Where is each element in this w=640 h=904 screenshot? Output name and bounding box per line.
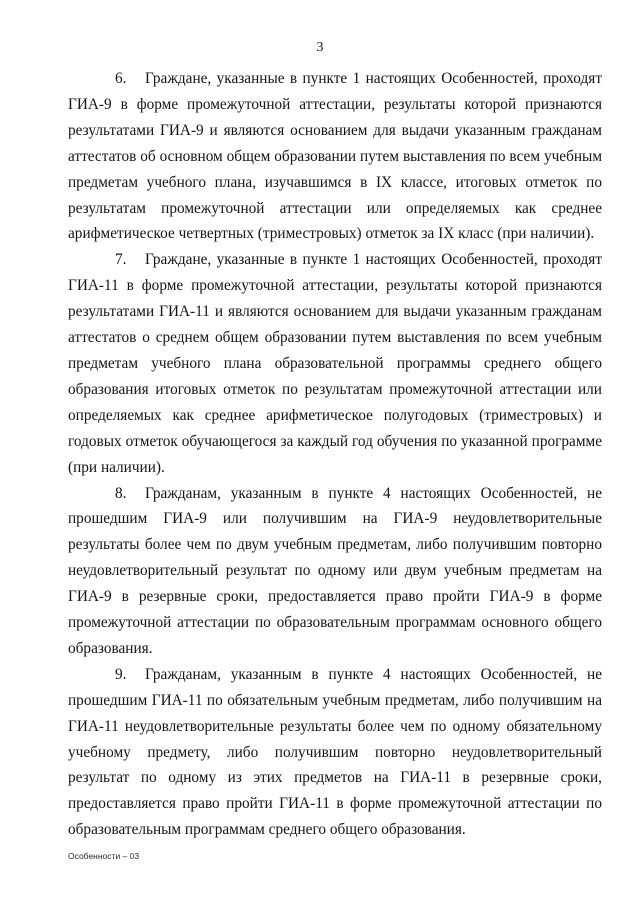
document-body (68, 66, 602, 843)
page-number: 3 (316, 40, 324, 55)
footer-label: Особенности – 03 (68, 851, 140, 861)
paragraph-8 (68, 481, 602, 662)
paragraph-7 (68, 247, 602, 480)
paragraph-9 (68, 662, 602, 843)
paragraph-text: Гражданам, указанным в пункте 4 настоящих Особенностей, не прошедшим ГИА-9 или получившим на ГИА-9 неудовлетворительные результаты более чем по двум учебным предметам, либо получившим повторно неудовлетворительный результат по одному или двум учебным предметам на ГИА-9 в резервные сроки, предоставляется право пройти ГИА-9 в форме промежуточной аттестации по образовательным программам основного общего образования. (68, 484, 602, 657)
paragraph-number: 8. (115, 484, 127, 502)
paragraph-6 (68, 66, 602, 247)
paragraph-text: Гражданам, указанным в пункте 4 настоящих Особенностей, не прошедшим ГИА-11 по обязательным учебным предметам, либо получившим на ГИА-11 неудовлетворительные результаты более чем по одному обязательному учебному предмету, либо получившим повторно неудовлетворительный результат по одному из этих предметов на ГИА-11 в резервные сроки, предоставляется право пройти ГИА-11 в форме промежуточной аттестации по образовательным программам среднего общего образования. (68, 665, 602, 839)
paragraph-text: Граждане, указанные в пункте 1 настоящих Особенностей, проходят ГИА-11 в форме промежуточной аттестации, результаты которой признаются результатами ГИА-11 и являются основанием для выдачи указанным гражданам аттестатов о среднем общем образовании путем выставления по всем учебным предметам учебного плана образовательной программы среднего общего образования итоговых отметок по результатам промежуточной аттестации или определяемых как среднее арифметическое полугодовых (триместровых) и годовых отметок обучающегося за каждый год обучения по указанной программе (при наличии). (68, 251, 602, 476)
paragraph-number: 7. (115, 251, 127, 269)
paragraph-text: Граждане, указанные в пункте 1 настоящих Особенностей, проходят ГИА-9 в форме промежуточной аттестации, результаты которой признаются результатами ГИА-9 и являются основанием для выдачи указанным гражданам аттестатов об основном общем образовании путем выставления по всем учебным предметам учебного плана, изучавшимся в IX классе, итоговых отметок по результатам промежуточной аттестации или определяемых как среднее арифметическое четвертных (триместровых) отметок за IX класс (при наличии). (68, 70, 602, 243)
paragraph-number: 9. (115, 665, 127, 683)
paragraph-number: 6. (115, 70, 127, 87)
